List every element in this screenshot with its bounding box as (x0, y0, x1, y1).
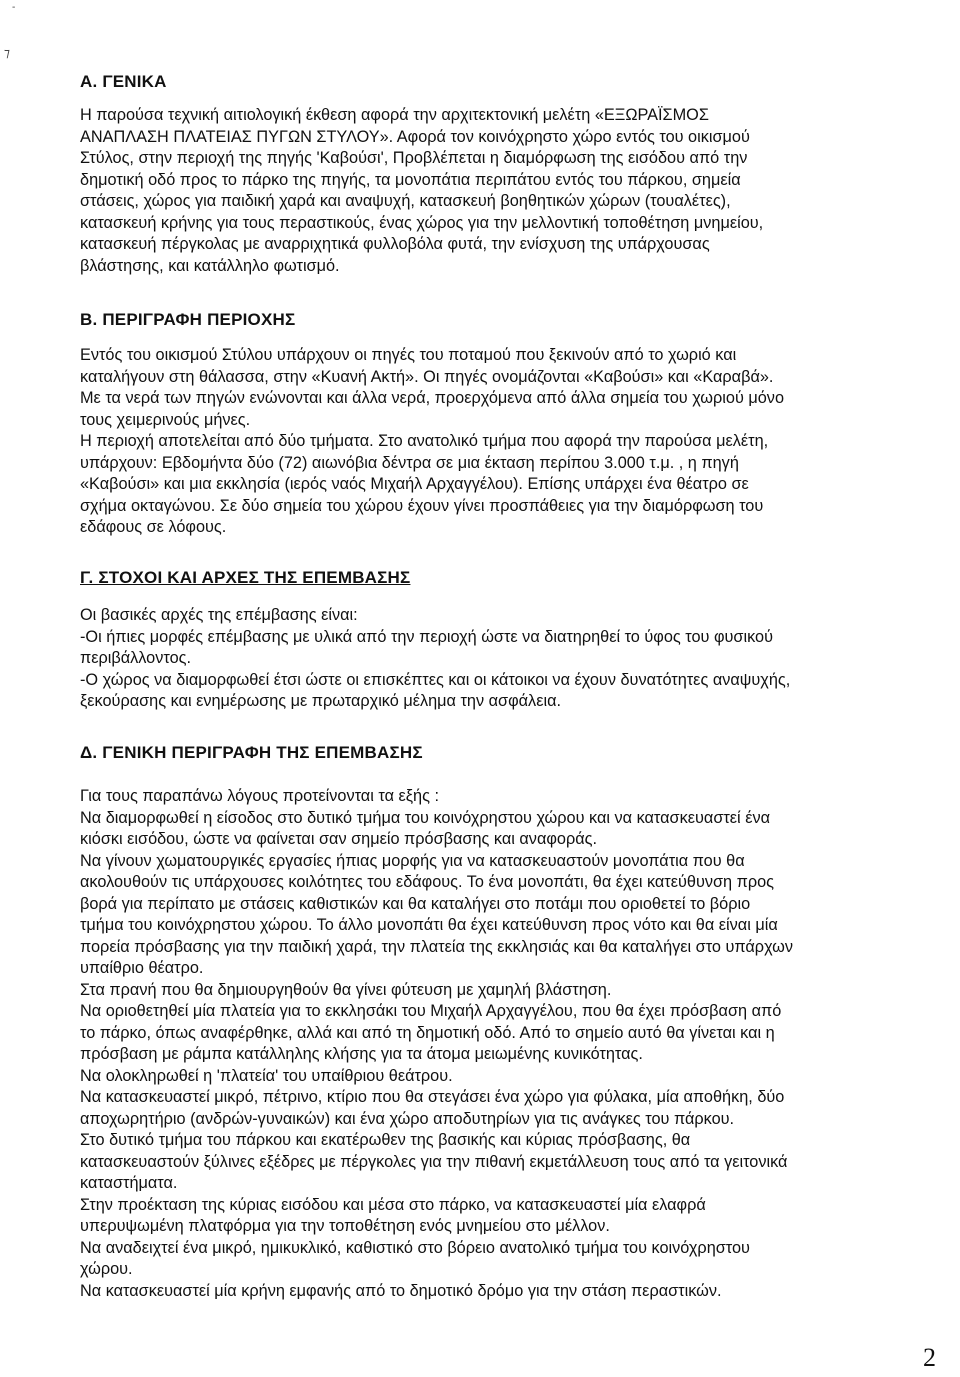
text-line: Στα πρανή που θα δημιουργηθούν θα γίνει φύτευση με χαμηλή βλάστηση. (80, 980, 612, 999)
text-line: Να διαμορφωθεί η είσοδος στο δυτικό τμήμα του κοινόχρηστου χώρου και να κατασκευαστεί ένα (80, 808, 771, 827)
text-line: Να κατασκευαστεί μικρό, πέτρινο, κτίριο που θα στεγάσει ένα χώρο για φύλακα, μία αποθήκη, δύο (80, 1088, 785, 1106)
text-line: Για τους παραπάνω λόγους προτείνονται τα εξής : (80, 787, 439, 805)
section-d-heading: Δ. ΓΕΝΙΚΗ ΠΕΡΙΓΡΑΦΗ ΤΗΣ ΕΠΕΜΒΑΣΗΣ (80, 743, 423, 762)
text-line: Η παρούσα τεχνική αιτιολογική έκθεση αφορά την αρχιτεκτονική μελέτη «ΕΞΩΡΑΪΣΜΟΣ (80, 106, 709, 124)
text-line: κατασκευή κρήνης για τους περαστικούς, ένας χώρος για την μελλοντική τοποθέτηση μνημείου, (80, 213, 764, 232)
text-line: καταστήματα. (80, 1174, 178, 1192)
text-line: Η περιοχή αποτελείται από δύο τμήματα. Στο ανατολικό τμήμα που αφορά την παρούσα μελέτη, (80, 432, 769, 450)
text-line: Να ολοκληρωθεί η 'πλατεία' του υπαίθριου θεάτρου. (80, 1066, 453, 1085)
page-number: 2 (923, 1343, 936, 1372)
text-line: σχήμα οκταγώνου. Σε δύο σημεία του χώρου έχουν γίνει προσπάθειες για την διαμόρφωση του (80, 496, 764, 515)
text-line: κατασκευαστούν ξύλινες εξέδρες με πέργκολες για την πιθανή εκμετάλλευση τους από τα γειτονικά (80, 1152, 788, 1171)
text-line: Να αναδειχτεί ένα μικρό, ημικυκλικό, καθιστικό στο βόρειο ανατολικό τμήμα του κοινόχρηστου (80, 1238, 750, 1257)
text-line: -Οι ήπιες μορφές επέμβασης με υλικά από την περιοχή ώστε να διατηρηθεί το ύφος του φυσικού (80, 627, 773, 646)
text-line: αποχωρητήριο (ανδρών-γυναικών) και ένα χώρο αποδυτηρίων για τις ανάγκες του πάρκου. (80, 1109, 735, 1128)
text-line: το πάρκο, όπως αναφέρθηκε, αλλά και από τη δημοτική οδό. Από το σημείο αυτό θα γίνεται και η (80, 1023, 775, 1042)
text-line: Να κατασκευαστεί μία κρήνη εμφανής από το δημοτικό δρόμο για την στάση περαστικών. (80, 1281, 722, 1300)
text-line: υπαίθριο θέατρο. (80, 959, 204, 977)
text-line: «Καβούσι» και μια εκκλησία (ιερός ναός Μιχαήλ Αρχαγγέλου). Επίσης υπάρχει ένα θέατρο σε (80, 475, 749, 493)
section-b-heading: Β. ΠΕΡΙΓΡΑΦΗ ΠΕΡΙΟΧΗΣ (80, 310, 296, 329)
text-line: υπάρχουν: Εβδομήντα δύο (72) αιωνόβια δέντρα σε μια έκταση περίπου 3.000 τ.μ. , η πηγή (80, 453, 739, 472)
text-line: Να οριοθετηθεί μία πλατεία για το εκκλησάκι του Μιχαήλ Αρχαγγέλου, που θα έχει πρόσβαση από (80, 1002, 782, 1020)
text-line: χώρου. (80, 1260, 133, 1278)
text-line: Με τα νερά των πηγών ενώνονται και άλλα νερά, προερχόμενα από άλλα σημεία του χωριού μόνο (80, 389, 785, 407)
text-line: Να γίνουν χωματουργικές εργασίες ήπιας μορφής για να κατασκευαστούν μονοπάτια που θα (80, 851, 745, 870)
text-line: Οι βασικές αρχές της επέμβασης είναι: (80, 606, 358, 624)
text-line: στάσεις, χώρος για παιδική χαρά και αναψυχή, κατασκευή βοηθητικών χώρων (τουαλέτες), (80, 192, 731, 210)
scan-mark: - (12, 2, 16, 13)
text-line: Στο δυτικό τμήμα του πάρκου και εκατέρωθεν της βασικής και κύριας πρόσβασης, θα (80, 1131, 691, 1149)
text-line: βορά για περίπατο με στάσεις καθιστικών και θα καταλήγει στο ποτάμι που οριοθετεί το βόριο (80, 894, 751, 913)
text-line: -Ο χώρος να διαμορφωθεί έτσι ώστε οι επισκέπτες και οι κάτοικοι να έχουν δυνατότητες αναψυχής, (80, 670, 791, 689)
text-line: βλάστησης, και κατάλληλο φωτισμό. (80, 256, 340, 275)
text-line: κιόσκι εισόδου, ώστε να φαίνεται σαν σημείο πρόσβασης και αναφοράς. (80, 830, 598, 848)
section-a-heading: A. ΓΕΝΙΚΑ (80, 72, 167, 91)
scan-mark: ⁊ (4, 46, 10, 60)
section-c-heading: Γ. ΣΤΟΧΟΙ ΚΑΙ ΑΡΧΕΣ ΤΗΣ ΕΠΕΜΒΑΣΗΣ (80, 568, 411, 587)
text-line: ΑΝΑΠΛΑΣΗ ΠΛΑΤΕΙΑΣ ΠΥΓΩΝ ΣΤΥΛΟΥ». Αφορά τον κοινόχρηστο χώρο εντός του οικισμού (80, 127, 750, 146)
text-line: Στην προέκταση της κύριας εισόδου και μέσα στο πάρκο, να κατασκευαστεί μία ελαφρά (80, 1195, 706, 1214)
text-line: πρόσβαση με ράμπα κατάλληλης κλήσης για τα άτομα μειωμένης κυνικότητας. (80, 1045, 643, 1063)
text-line: τους χειμερινούς μήνες. (80, 410, 251, 429)
text-line: περιβάλλοντος. (80, 649, 192, 667)
section-d-body (80, 786, 915, 1302)
text-line: ακολουθούν τις υπάρχουσες κοιλότητες του εδάφους. Το ένα μονοπάτι, θα έχει κατεύθυνση προς (80, 873, 775, 891)
text-line: υπερυψωμένη πλατφόρμα για την τοποθέτηση ενός μνημείου στο μέλλον. (80, 1217, 610, 1235)
section-c-body (80, 605, 915, 713)
text-line: καταλήγουν στη θάλασσα, στην «Κυανή Ακτή». Οι πηγές ονομάζονται «Καβούσι» και «Καραβά». (80, 367, 774, 386)
text-line: ξεκούρασης και ενημέρωσης με πρωταρχικό μέλημα την ασφάλεια. (80, 692, 562, 710)
text-line: τμήμα του κοινόχρηστου χώρου. Το άλλο μονοπάτι θα έχει κατεύθυνση προς νότο και θα είναι μία (80, 916, 778, 934)
text-line: εδάφους σε λόφους. (80, 518, 227, 536)
text-line: Στύλος, στην περιοχή της πηγής 'Καβούσι', Προβλέπεται η διαμόρφωση της εισόδου από την (80, 149, 748, 167)
section-a-body (80, 105, 915, 277)
text-line: κατασκευή πέργκολας με αναρριχητικά φυλλοβόλα φυτά, την ενίσχυση της υπάρχουσας (80, 235, 710, 253)
text-line: Εντός του οικισμού Στύλου υπάρχουν οι πηγές του ποταμού που ξεκινούν από το χωριό και (80, 346, 737, 364)
text-line: πορεία πρόσβασης για την παιδική χαρά, την πλατεία της εκκλησιάς και θα καταλήγει στο υπάρχων (80, 937, 794, 956)
text-line: δημοτική οδό προς το πάρκο της πηγής, τα μονοπάτια περιπάτου εντός του πάρκου, σημεία (80, 170, 741, 189)
section-b-body (80, 345, 915, 539)
